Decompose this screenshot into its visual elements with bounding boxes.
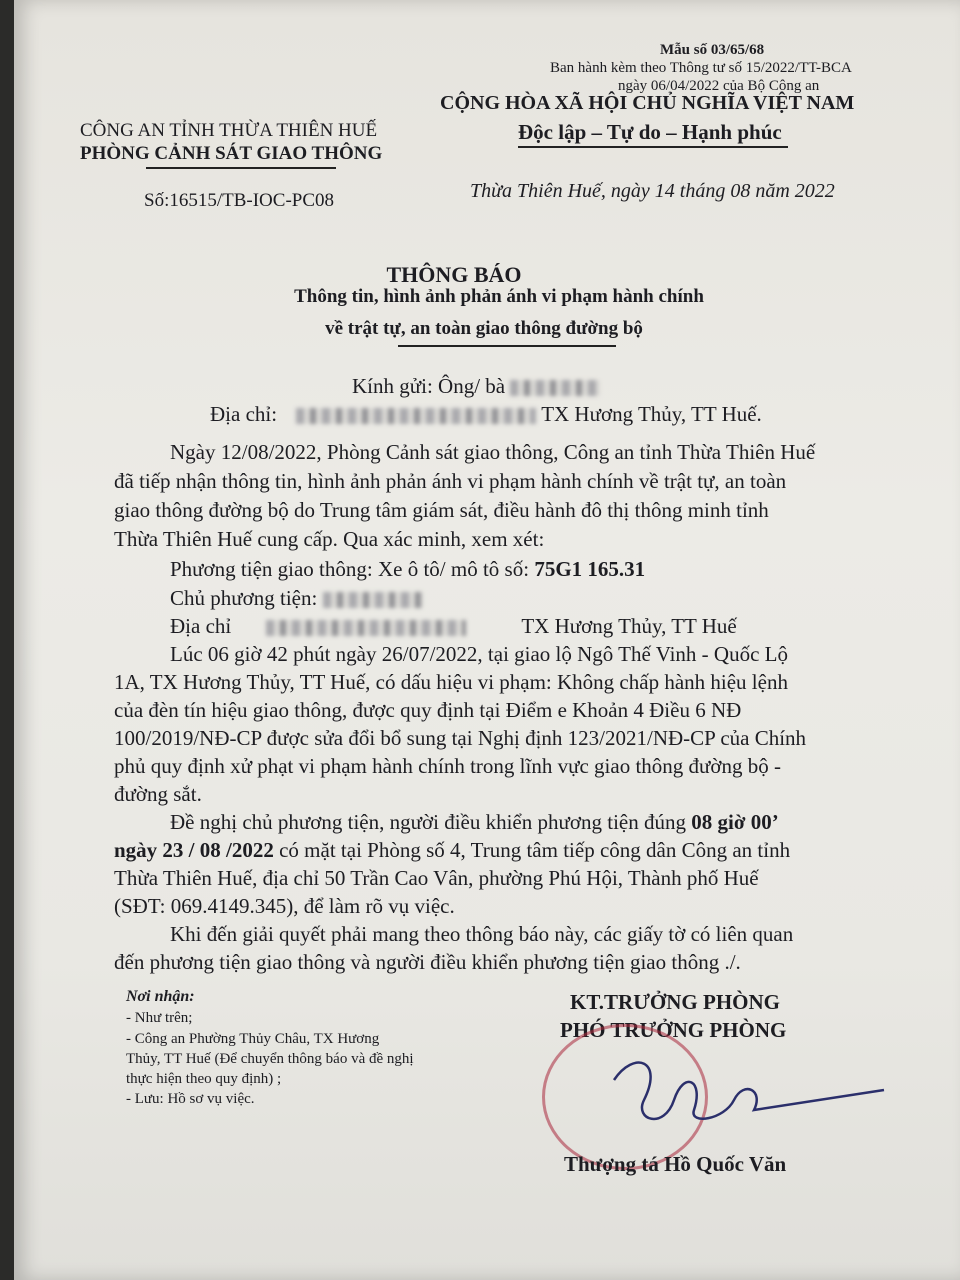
p3-line4: (SĐT: 069.4149.345), để làm rõ vụ việc.	[114, 894, 455, 918]
p3-line2	[114, 836, 790, 864]
p2-line4: 100/2019/NĐ-CP được sửa đổi bổ sung tại Nghị định 123/2021/NĐ-CP của Chính	[114, 726, 807, 750]
p3-line1	[170, 808, 779, 836]
salutation: Kính gửi: Ông/ bà	[352, 374, 506, 398]
redacted-address	[296, 408, 536, 424]
p4-line1: Khi đến giải quyết phải mang theo thông báo này, các giấy tờ có liên quan	[170, 922, 794, 946]
notice-subtitle-1: Thông tin, hình ảnh phản ánh vi phạm hành chính	[294, 286, 704, 307]
handwritten-signature	[594, 1040, 894, 1150]
owner-address-label: Địa chỉ	[170, 614, 232, 638]
p3-line2-text: có mặt tại Phòng số 4, Trung tâm tiếp công dân Công an tỉnh	[279, 838, 791, 862]
recipient-item-5: - Lưu: Hồ sơ vụ việc.	[126, 1091, 255, 1107]
recipient-address-line	[210, 400, 762, 428]
p2-line6: đường sắt.	[114, 782, 202, 806]
agency-name: CÔNG AN TỈNH THỪA THIÊN HUẾ	[80, 120, 378, 141]
notice-title: THÔNG BÁO	[386, 262, 522, 287]
vehicle-label: Phương tiện giao thông: Xe ô tô/ mô tô số:	[170, 557, 530, 581]
appointment-date: ngày 23 / 08 /2022	[114, 838, 274, 862]
owner-address-line	[170, 612, 737, 640]
owner-address-tail: TX Hương Thủy, TT Huế	[521, 614, 737, 638]
nation-motto: Độc lập – Tự do – Hạnh phúc	[518, 120, 782, 144]
salutation-line	[352, 372, 600, 400]
p2-line2: 1A, TX Hương Thủy, TT Huế, có dấu hiệu vi phạm: Không chấp hành hiệu lệnh	[114, 670, 788, 694]
recipient-item-1: - Như trên;	[126, 1010, 193, 1026]
document-page	[14, 0, 960, 1280]
notice-subtitle-2: về trật tự, an toàn giao thông đường bộ	[325, 318, 643, 339]
form-issued-line2: ngày 06/04/2022 của Bộ Công an	[618, 78, 820, 94]
form-issued-line1: Ban hành kèm theo Thông tư số 15/2022/TT-BCA	[550, 60, 852, 76]
p1-line3: giao thông đường bộ do Trung tâm giám sát, điều hành đô thị thông minh tỉnh	[114, 498, 769, 522]
redacted-name	[510, 380, 600, 396]
recipient-item-2: - Công an Phường Thủy Châu, TX Hương	[126, 1031, 380, 1047]
redacted-owner-address	[266, 620, 466, 636]
p1-line4: Thừa Thiên Huế cung cấp. Qua xác minh, xem xét:	[114, 527, 545, 551]
appointment-time: 08 giờ 00’	[691, 810, 779, 834]
p2-line1: Lúc 06 giờ 42 phút ngày 26/07/2022, tại giao lộ Ngô Thế Vinh - Quốc Lộ	[170, 642, 788, 666]
owner-label: Chủ phương tiện:	[170, 586, 318, 610]
address-label: Địa chỉ:	[210, 402, 278, 426]
signer-name: Thượng tá Hồ Quốc Văn	[564, 1152, 787, 1176]
redacted-owner	[323, 592, 423, 608]
document-number: Số:16515/TB-IOC-PC08	[144, 190, 335, 211]
p2-line3: của đèn tín hiệu giao thông, được quy định tại Điểm e Khoản 4 Điều 6 NĐ	[114, 698, 742, 722]
nation-underline	[518, 146, 788, 148]
p4-line2: đến phương tiện giao thông và người điều khiển phương tiện giao thông ./.	[114, 950, 741, 974]
form-code: Mẫu số 03/65/68	[660, 42, 765, 58]
p2-line5: phủ quy định xử phạt vi phạm hành chính trong lĩnh vực giao thông đường bộ -	[114, 754, 782, 778]
vehicle-plate: 75G1 165.31	[534, 557, 646, 581]
owner-line	[170, 584, 423, 612]
nation-title: CỘNG HÒA XÃ HỘI CHỦ NGHĨA VIỆT NAM	[440, 92, 855, 114]
p1-line2: đã tiếp nhận thông tin, hình ảnh phản ánh vi phạm hành chính về trật tự, an toàn	[114, 469, 787, 493]
agency-department: PHÒNG CẢNH SÁT GIAO THÔNG	[80, 143, 383, 164]
date-place: Thừa Thiên Huế, ngày 14 tháng 08 năm 2022	[470, 180, 835, 202]
recipients-heading: Nơi nhận:	[126, 988, 195, 1005]
agency-underline	[146, 167, 336, 169]
p3-line1-text: Đề nghị chủ phương tiện, người điều khiển phương tiện đúng	[170, 810, 686, 834]
p1-line1: Ngày 12/08/2022, Phòng Cảnh sát giao thông, Công an tỉnh Thừa Thiên Huế	[170, 440, 816, 464]
signature-title-2: PHÓ TRƯỞNG PHÒNG	[560, 1018, 787, 1042]
vehicle-line	[170, 555, 645, 583]
recipient-item-4: thực hiện theo quy định) ;	[126, 1071, 282, 1087]
recipient-item-3: Thủy, TT Huế (Để chuyển thông báo và đề nghị	[126, 1051, 414, 1067]
address-tail: TX Hương Thủy, TT Huế.	[541, 402, 762, 426]
title-underline	[398, 345, 616, 347]
signature-title-1: KT.TRƯỞNG PHÒNG	[570, 990, 780, 1014]
p3-line3: Thừa Thiên Huế, địa chỉ 50 Trần Cao Vân, phường Phú Hội, Thành phố Huế	[114, 866, 759, 890]
